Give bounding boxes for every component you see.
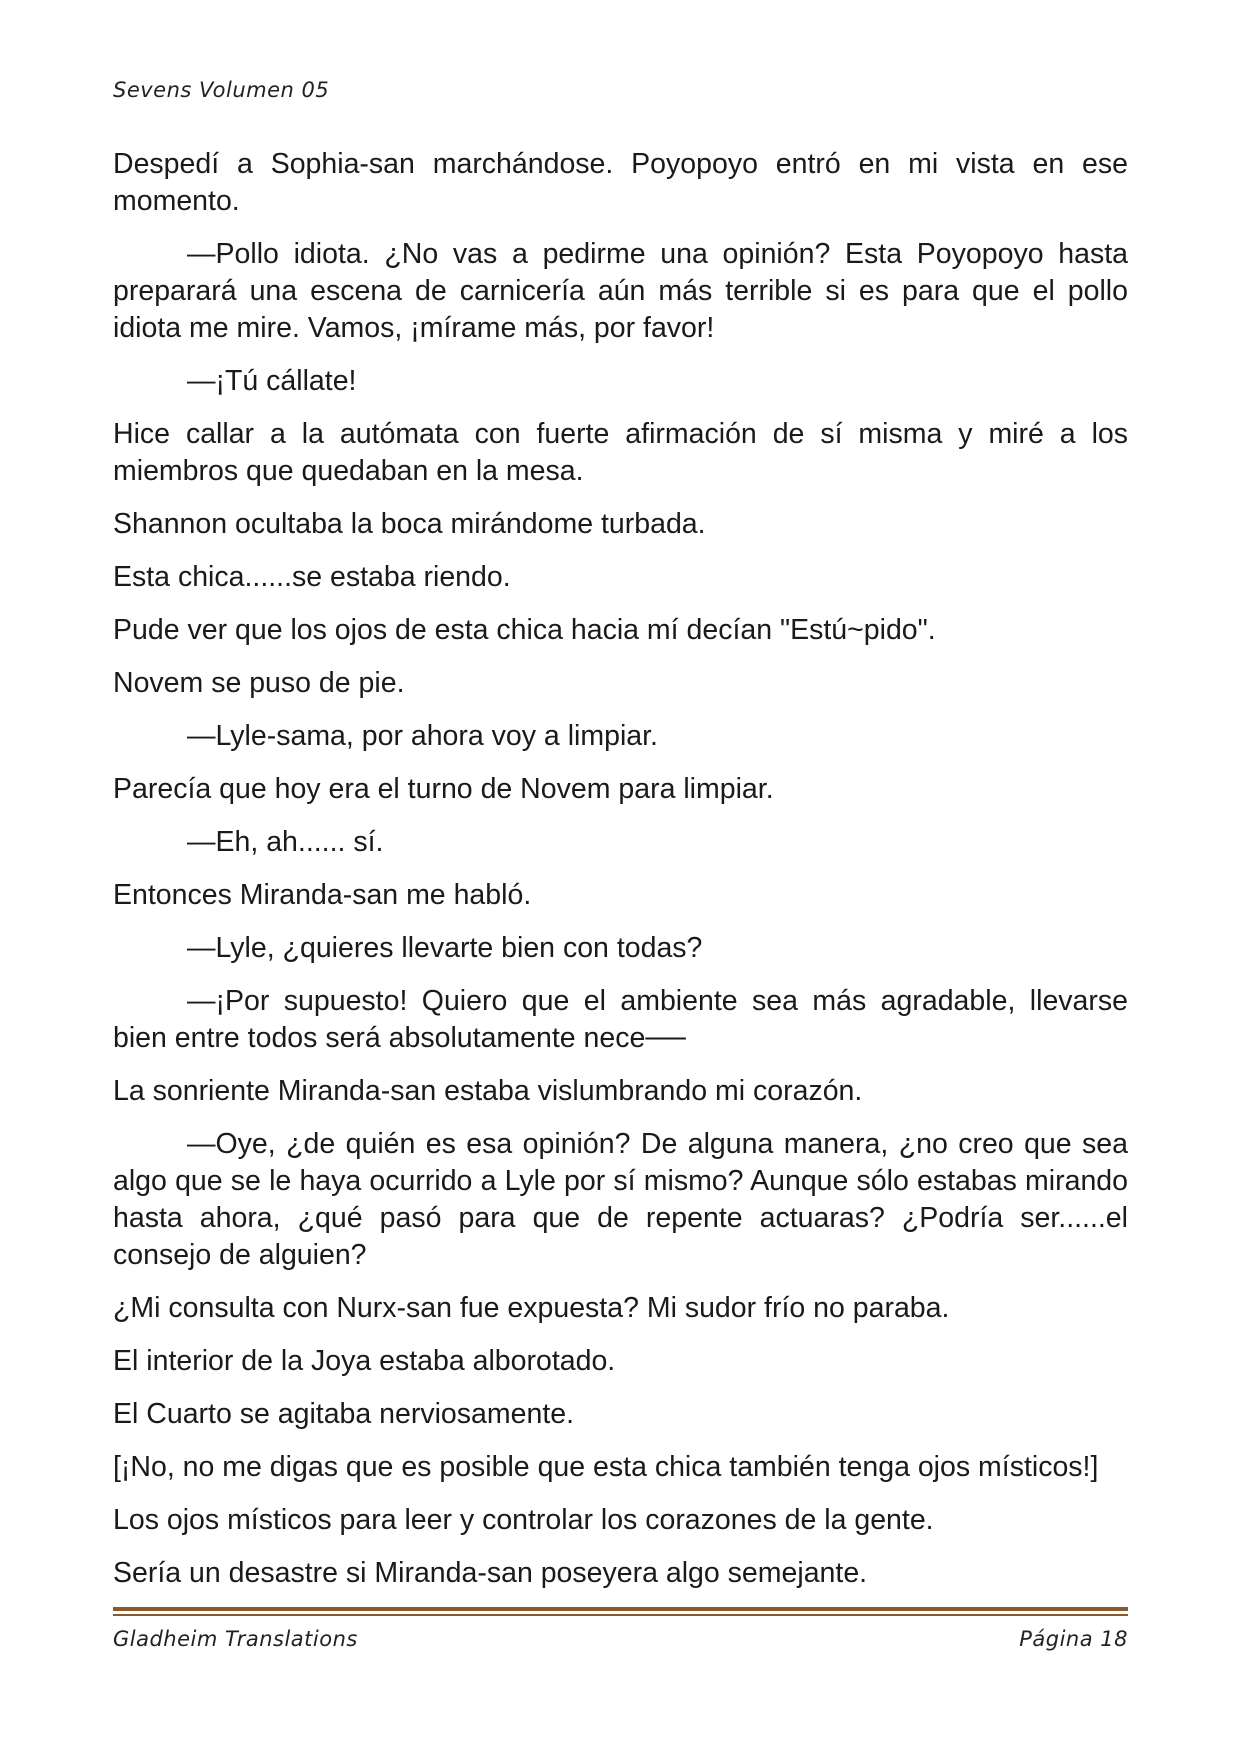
- dialogue-paragraph: —Lyle, ¿quieres llevarte bien con todas?: [187, 932, 703, 964]
- running-header: Sevens Volumen 05: [113, 78, 330, 102]
- paragraph: Hice callar a la autómata con fuerte afirmación de sí misma y miré a los miembros que quedaban en la mesa.: [113, 418, 1128, 487]
- paragraph: Despedí a Sophia-san marchándose. Poyopoyo entró en mi vista en ese momento.: [113, 148, 1128, 217]
- paragraph: Shannon ocultaba la boca mirándome turbada.: [113, 508, 706, 540]
- dialogue-paragraph: —¡Tú cállate!: [187, 365, 357, 397]
- paragraph: Parecía que hoy era el turno de Novem para limpiar.: [113, 773, 774, 805]
- paragraph: Novem se puso de pie.: [113, 667, 405, 699]
- paragraph: El interior de la Joya estaba alborotado.: [113, 1345, 616, 1377]
- dialogue-paragraph: —¡Por supuesto! Quiero que el ambiente sea más agradable, llevarse bien entre todos será absolutamente nece──: [113, 985, 1128, 1054]
- body-text: [113, 146, 1128, 1608]
- paragraph: Los ojos místicos para leer y controlar los corazones de la gente.: [113, 1504, 934, 1536]
- dialogue-paragraph: —Pollo idiota. ¿No vas a pedirme una opinión? Esta Poyopoyo hasta preparará una escena de carnicería aún más terrible si es para que el pollo idiota me mire. Vamos, ¡mírame más, por favor!: [113, 238, 1128, 344]
- paragraph: ¿Mi consulta con Nurx-san fue expuesta? Mi sudor frío no paraba.: [113, 1292, 950, 1324]
- paragraph: La sonriente Miranda-san estaba vislumbrando mi corazón.: [113, 1075, 863, 1107]
- paragraph: El Cuarto se agitaba nerviosamente.: [113, 1398, 575, 1430]
- paragraph: Esta chica......se estaba riendo.: [113, 561, 511, 593]
- dialogue-paragraph: —Oye, ¿de quién es esa opinión? De alguna manera, ¿no creo que sea algo que se le haya ocurrido a Lyle por sí mismo? Aunque sólo estabas mirando hasta ahora, ¿qué pasó para que de repente actuaras? ¿Podría ser......el consejo de alguien?: [113, 1128, 1128, 1271]
- paragraph: [¡No, no me digas que es posible que esta chica también tenga ojos místicos!]: [113, 1451, 1099, 1483]
- page-number: Página 18: [1019, 1627, 1128, 1651]
- footer-credit: Gladheim Translations: [113, 1627, 358, 1651]
- footer-rule: [113, 1607, 1128, 1611]
- dialogue-paragraph: —Eh, ah...... sí.: [187, 826, 384, 858]
- paragraph: Pude ver que los ojos de esta chica hacia mí decían "Estú~pido".: [113, 614, 936, 646]
- paragraph: Entonces Miranda-san me habló.: [113, 879, 532, 911]
- dialogue-paragraph: —Lyle-sama, por ahora voy a limpiar.: [187, 720, 658, 752]
- paragraph: Sería un desastre si Miranda-san poseyera algo semejante.: [113, 1557, 868, 1589]
